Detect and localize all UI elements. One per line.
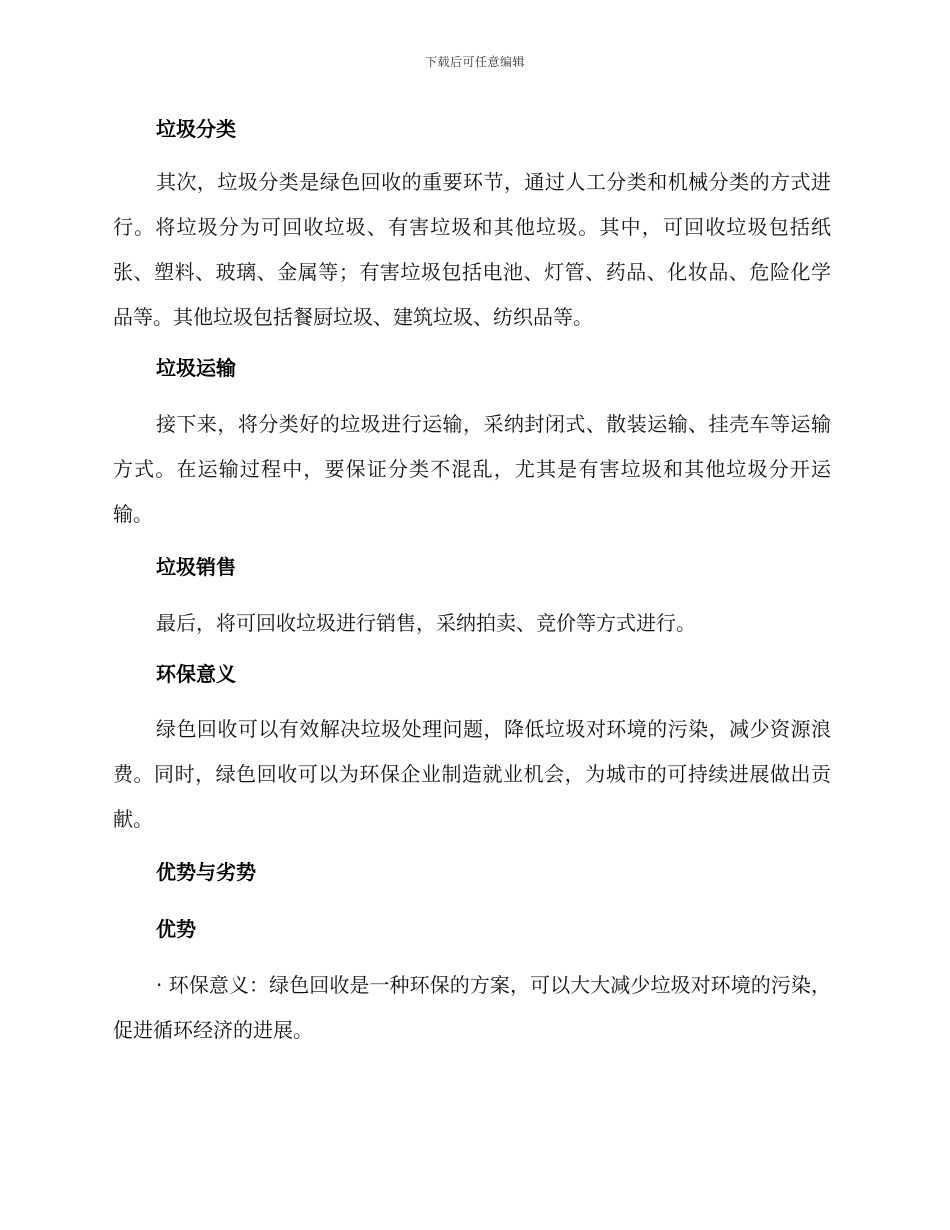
paragraph-sorting: 其次，垃圾分类是绿色回收的重要环节，通过人工分类和机械分类的方式进行。将垃圾分为可回收垃圾、有害垃圾和其他垃圾。其中，可回收垃圾包括纸张、塑料、玻璃、金属等；有害垃圾包括电池、灯管、药品、化妆品、危险化学品等。其他垃圾包括餐厨垃圾、建筑垃圾、纺织品等。 [113,170,831,329]
document-body [113,112,831,1053]
section-heading-transport: 垃圾运输 [156,356,236,380]
paragraph-sales: 最后，将可回收垃圾进行销售，采纳拍卖、竞价等方式进行。 [156,611,696,635]
bullet-item-environmental: · 环保意义：绿色回收是一种环保的方案，可以大大减少垃圾对环境的污染，促进循环经济的进展。 [113,973,831,1042]
page-header: 下载后可任意编辑 [424,55,525,69]
section-heading-sales: 垃圾销售 [156,555,236,579]
section-heading-pros-cons: 优势与劣势 [156,860,256,884]
section-heading-advantages: 优势 [156,917,196,941]
paragraph-transport: 接下来，将分类好的垃圾进行运输，采纳封闭式、散装运输、挂壳车等运输方式。在运输过程中，要保证分类不混乱，尤其是有害垃圾和其他垃圾分开运输。 [113,412,831,526]
section-heading-significance: 环保意义 [156,662,236,686]
paragraph-significance: 绿色回收可以有效解决垃圾处理问题，降低垃圾对环境的污染，减少资源浪费。同时，绿色回收可以为环保企业制造就业机会，为城市的可持续进展做出贡献。 [113,717,831,831]
section-heading-sorting: 垃圾分类 [156,117,236,141]
